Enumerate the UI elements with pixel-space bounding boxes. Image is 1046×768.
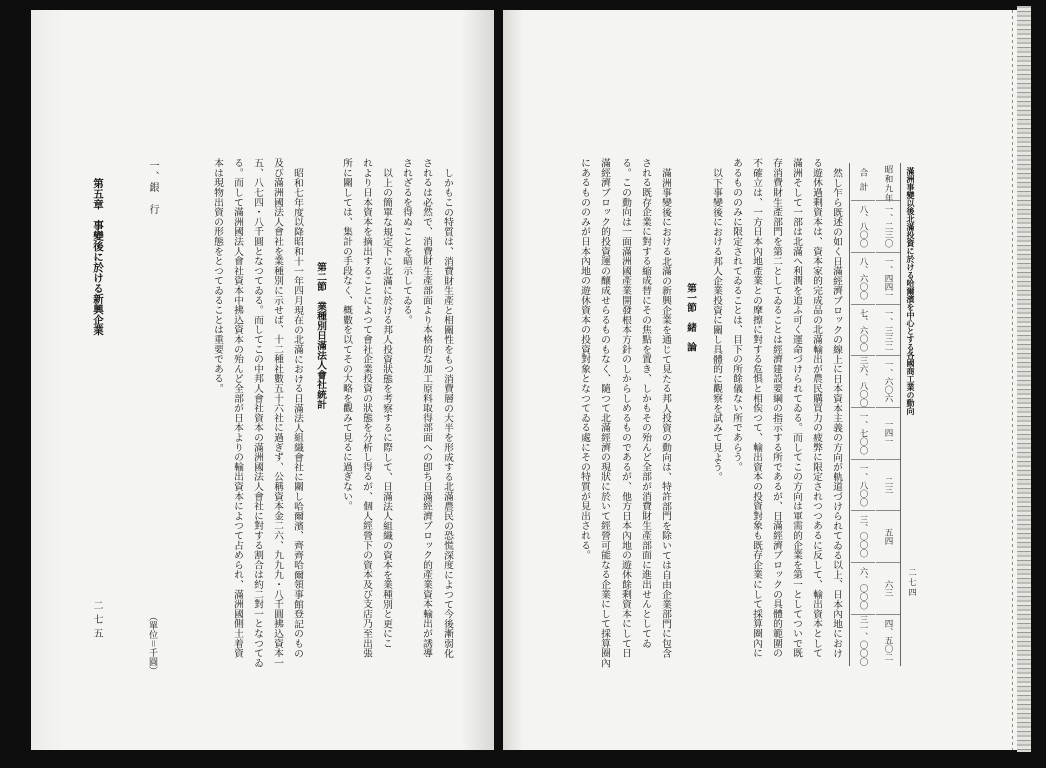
table-row-label: 昭和九年 (883, 165, 893, 203)
body-column: 以下事變後における邦人企業投資に關し具體的に觀察を試みて見よう。 (711, 168, 722, 482)
running-header: 第五章 事變後に於ける新興企業 (92, 178, 104, 336)
table-cell: 三六、八〇〇 (851, 355, 875, 406)
page-left (31, 10, 494, 750)
body-column: 本は現物出資の形態をとつてゐることは重要である。 (212, 158, 223, 394)
table-cell: 五四 (876, 510, 900, 561)
page-number: 二七五 (91, 600, 102, 642)
body-column: 滿經濟ブロック的投資運の釀成せらるものもなく、隨つて北滿經濟の現狀に於いて經營可能なる企業にして採算圈內 (599, 158, 610, 668)
table-cell: 一、八〇〇 (851, 459, 875, 510)
table-cell: 七、六〇〇 (851, 304, 875, 355)
body-column: れより日本資本を摘出することによつて會社企業投資の狀態を分析し得るが、個人經營下の資本及び支店乃至出張 (361, 158, 372, 658)
table-cell: 四、五〇二 (876, 614, 900, 665)
body-column: る。この動向は一面滿洲國產業開發根本方針のしからしめるものであるが、他方日本內地の遊休餘剩資本にして日 (620, 158, 631, 658)
body-column: 及び滿洲國法人會社を業種別に示せば、十二種社數五十六社に過ぎず、公稱資本金二六、九九九・八千圓拂込資本一 (272, 158, 283, 668)
table-cell: 八、六〇〇 (851, 252, 875, 303)
body-column: 五、八七四・八千圓となつてゐる。而してこの中邦人會社資本の滿洲國法人會社に對する割合は約二對一となつてゐ (252, 158, 263, 668)
table-cell: 一、四四一 (876, 252, 900, 303)
table-cell: 三、〇〇〇 (851, 510, 875, 561)
table-row-label: 合計 (858, 168, 868, 197)
page-edge-strip (1017, 6, 1031, 752)
body-column: 滿洲そして一部は北滿へ利潤を追ふ可く運命づけられてゐる。而してこの方向は軍需的企業を第一としてついで既 (791, 158, 802, 658)
subsection-heading: 一、銀 行 (147, 160, 158, 215)
unit-note: （單位＝千圓） (147, 612, 157, 676)
body-column: 滿洲事變後における北滿の新興企業を通じて見たる邦人投資の動向は、特許部門を除いては自由企業部門に包含 (660, 168, 671, 658)
page-right (503, 10, 1017, 750)
table-cell: 八、八〇〇 (851, 200, 875, 251)
table-cell: 一、七〇〇 (851, 407, 875, 458)
table-cell: 一、二三〇 (876, 200, 900, 251)
body-column: 昭和七年度以降昭和十一年四月現在の北滿における日滿法人組織會社に關し哈爾濱、齊齊哈爾領事館登記のもの (292, 168, 303, 658)
body-column: 所に關しては、集計の手段なく、概數を以てその大略を觀みて見るに過ぎない。 (341, 158, 352, 511)
body-column: にあるもののみが日本內地の遊休資本の投資對象となつてゐる處にその特質が見出される。 (579, 158, 590, 560)
table-cell: 三一、〇〇〇 (851, 614, 875, 665)
table-cell: 一、六〇六 (876, 355, 900, 406)
page-edge-line (1012, 10, 1013, 750)
statistics-table (849, 163, 901, 666)
table-cell: 六三 (876, 562, 900, 613)
table-cell: 六、〇〇〇 (851, 562, 875, 613)
page-number: 二七四 (908, 568, 917, 598)
body-column: る。而して滿洲國法人會社資本中拂込資本の殆んど全部が日本よりの輸出資本によつて占められ、滿洲國側土着資 (232, 158, 243, 658)
table-cell: 一四一 (876, 407, 900, 458)
running-header: 滿洲事變以後北滿投資に於ける哈爾濱を中心とする各國商工業の動向 (906, 167, 916, 415)
body-column: 以上の簡單な規定下に北滿に於ける邦人投資狀態を考察するに際して、日滿法人組織の資本を業種別と更にこ (381, 168, 392, 649)
body-column: しかもこの特質は、消費財生產と相關性をもつ消費層の大半を形成する北滿農民の恐慌深度によつて今後漸弱化 (442, 168, 453, 658)
body-column: される既存企業に對する縮成替にその焦點を置き、しかもその殆んど全部が消費財生產部面に進出せんとしてゐ (640, 158, 651, 648)
table-cell: 一、三三二 (876, 304, 900, 355)
body-column: されざるを得ぬことを暗示してゐる。 (401, 158, 412, 325)
body-column: されるは必然で、消費財生產部面より本格的な加工原料取得部面への卽ち日滿經濟ブロック的產業資本輸出が誘導 (421, 158, 432, 658)
body-column: 不確立は、一方日本內地產業との摩擦に對する危惧と相俟つて、輸出資本の投資對象も既存企業にして採算圈內に (751, 158, 762, 658)
body-column: あるもののみに限定されてゐることは、目下の所餘儀ない所であらう。 (731, 158, 742, 472)
section-heading: 第二節 業種別日滿法人會社統計 (315, 262, 326, 409)
section-heading: 第一節 緒 論 (685, 283, 696, 352)
body-column: 存消費財生產部門を第二としてゐることは經濟建設要綱の指示する所であるが、日滿經濟ブロックの具體的範圍の (771, 158, 782, 658)
body-column: 然し乍ら既述の如く日滿經濟ブロックの線上に日本資本主義の方向が軌道づけられてゐる以上、日本內地におけ (831, 168, 842, 658)
table-cell: 二三 (876, 459, 900, 510)
body-column: る遊休過剩資本は、資本家的完成品の北滿輸出が農民購買力の疲弊に限定されつつあるに反して、輸出資本として (811, 158, 822, 658)
